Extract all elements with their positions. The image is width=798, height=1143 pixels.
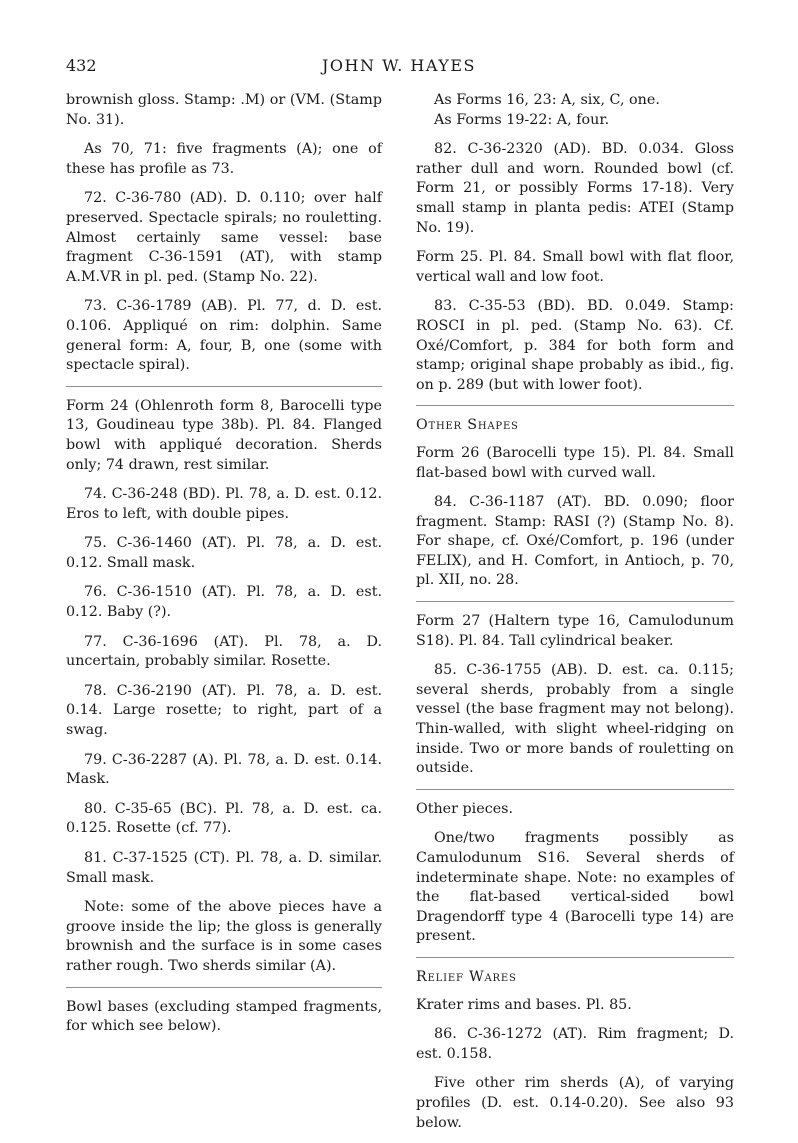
section-heading: Bowl bases (excluding stamped fragments, for which see below). <box>66 998 382 1035</box>
catalog-entry: 79. C-36-2287 (A). Pl. 78, a. D. est. 0.14. Mask. <box>66 751 382 788</box>
section-heading: Other Shapes <box>416 417 519 434</box>
catalog-entry: 81. C-37-1525 (CT). Pl. 78, a. D. similar. Small mask. <box>66 850 382 886</box>
page-number: 432 <box>66 56 97 75</box>
divider <box>66 987 382 988</box>
form-heading: Form 25. Pl. 84. Small bowl with flat floor, vertical wall and low foot. <box>416 249 734 285</box>
catalog-entry: 72. C-36-780 (AD). D. 0.110; over half preserved. Spectacle spirals; no rouletting. Almost certainly same vessel: base fragment C-36-1591 (AT), with stamp A.M.VR in pl. ped. (Stamp No. 22). <box>66 190 382 285</box>
catalog-entry: 78. C-36-2190 (AT). Pl. 78, a. D. est. 0.14. Large rosette; to right, part of a swag. <box>66 682 382 739</box>
running-title: JOHN W. HAYES <box>322 56 476 75</box>
catalog-entry: 80. C-35-65 (BC). Pl. 78, a. D. est. ca. 0.125. Rosette (cf. 77). <box>66 800 382 837</box>
catalog-entry: 86. C-36-1272 (AT). Rim fragment; D. est. 0.158. <box>416 1026 734 1062</box>
catalog-entry: 77. C-36-1696 (AT). Pl. 78, a. D. uncertain, probably similar. Rosette. <box>66 633 382 670</box>
page-header <box>66 56 732 80</box>
paragraph: As 70, 71: five fragments (A); one of these has profile as 73. <box>66 141 382 177</box>
catalog-entry: 85. C-36-1755 (AB). D. est. ca. 0.115; several sherds, probably from a single vessel (the base fragment may not belong). Thin-walled, with slight wheel-ridging on inside. Two or more bands of rouletting on outside. <box>416 662 734 777</box>
paragraph: As Forms 16, 23: A, six, C, one. <box>434 92 660 108</box>
catalog-entry: 73. C-36-1789 (AB). Pl. 77, d. D. est. 0.106. Appliqué on rim: dolphin. Same general form: A, four, B, one (some with spectacle spiral). <box>66 298 382 374</box>
divider <box>416 957 734 958</box>
paragraph: One/two fragments possibly as Camulodunum S16. Several sherds of indeterminate shape. Note: no examples of the flat-based vertical-sided bowl Dragendorff type 4 (Barocelli type 14) are present. <box>416 830 734 945</box>
catalog-entry: 84. C-36-1187 (AT). BD. 0.090; floor fragment. Stamp: RASI (?) (Stamp No. 8). For shape, cf. Oxé/Comfort, p. 196 (under FELIX), and H. Comfort, in Antioch, p. 70, pl. XII, no. 28. <box>416 494 734 589</box>
divider <box>66 386 382 387</box>
catalog-entry: 82. C-36-2320 (AD). BD. 0.034. Gloss rather dull and worn. Rounded bowl (cf. Form 21, or possibly Forms 17-18). Very small stamp in planta pedis: ATEI (Stamp No. 19). <box>416 141 734 236</box>
section-heading: Other pieces. <box>416 800 514 817</box>
paragraph: Five other rim sherds (A), of varying profiles (D. est. 0.14-0.20). See also 93 below. <box>416 1075 734 1131</box>
catalog-entry: 75. C-36-1460 (AT). Pl. 78, a. D. est. 0.12. Small mask. <box>66 535 382 571</box>
form-heading: Krater rims and bases. Pl. 85. <box>416 996 632 1013</box>
note-paragraph: Note: some of the above pieces have a groove inside the lip; the gloss is generally brownish and the surface is in some cases rather rough. Two sherds similar (A). <box>66 899 382 974</box>
right-column <box>416 91 734 1143</box>
divider <box>416 405 734 406</box>
form-heading: Form 27 (Haltern type 16, Camulodunum S18). Pl. 84. Tall cylindrical beaker. <box>416 613 734 649</box>
section-heading: Relief Wares <box>416 968 517 985</box>
divider <box>416 789 734 790</box>
paragraph: As Forms 19-22: A, four. <box>434 111 610 128</box>
paragraph: brownish gloss. Stamp: .M) or (VM. (Stamp No. 31). <box>66 92 382 128</box>
form-heading: Form 26 (Barocelli type 15). Pl. 84. Small flat-based bowl with curved wall. <box>416 444 734 481</box>
catalog-entry: 74. C-36-248 (BD). Pl. 78, a. D. est. 0.12. Eros to left, with double pipes. <box>66 486 382 522</box>
divider <box>416 601 734 602</box>
catalog-entry: 76. C-36-1510 (AT). Pl. 78, a. D. est. 0.12. Baby (?). <box>66 584 382 621</box>
left-column <box>66 91 382 1047</box>
form-heading: Form 24 (Ohlenroth form 8, Barocelli type 13, Goudineau type 38b). Pl. 84. Flanged bowl with appliqué decoration. Sherds only; 74 drawn, rest similar. <box>66 397 382 473</box>
catalog-entry: 83. C-35-53 (BD). BD. 0.049. Stamp: ROSCI in pl. ped. (Stamp No. 63). Cf. Oxé/Comfort, p. 384 for both form and stamp; original shape probably as ibid., fig. on p. 289 (but with lower foot). <box>416 298 734 393</box>
